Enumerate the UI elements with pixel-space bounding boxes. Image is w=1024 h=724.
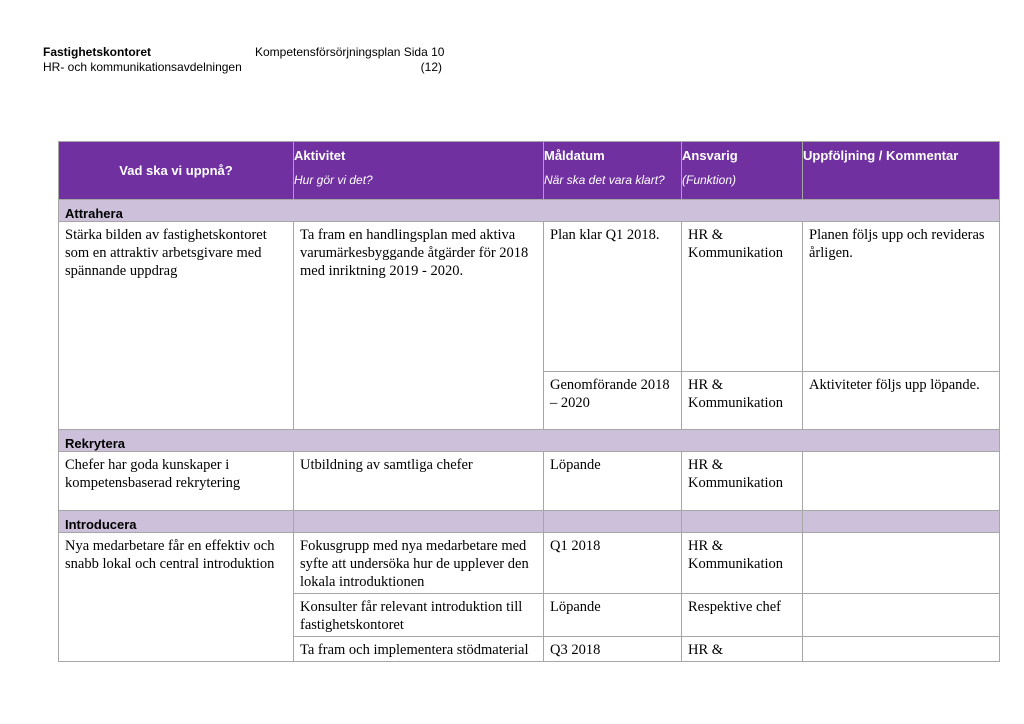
target-date-cell: Q3 2018 [544,637,682,662]
goal-cell: Nya medarbetare får en effektiv och snabb lokal och central introduktion [59,533,294,662]
followup-cell [803,594,1000,637]
competence-plan-table [58,141,1000,662]
followup-cell: Aktiviteter följs upp löpande. [803,372,1000,430]
followup-cell [803,637,1000,662]
target-date-cell: Plan klar Q1 2018. [544,222,682,372]
responsible-cell: HR & Kommunikation [682,222,803,372]
column-header-goal: Vad ska vi uppnå? [59,142,294,200]
target-date-cell: Löpande [544,452,682,511]
responsible-cell: Respektive chef [682,594,803,637]
activity-cell: Ta fram och implementera stödmaterial [294,637,544,662]
responsible-cell: HR & [682,637,803,662]
table-header-row [59,142,1000,200]
activity-cell: Fokusgrupp med nya medarbetare med syfte att undersöka hur de upplever den lokala introduktionen [294,533,544,594]
header-document-title: Kompetensförsörjningsplan Sida 10 [255,45,445,59]
section-empty-cell [803,511,1000,533]
activity-cell: Ta fram en handlingsplan med aktiva varumärkesbyggande åtgärder för 2018 med inriktning 2019 - 2020. [294,222,544,430]
column-header-target-date: Måldatum När ska det vara klart? [544,142,682,200]
goal-cell: Chefer har goda kunskaper i kompetensbaserad rekrytering [59,452,294,511]
header-organization: Fastighetskontoret [43,45,152,59]
table-row [59,533,1000,594]
followup-cell [803,452,1000,511]
section-empty-cell [544,511,682,533]
section-row-rekrytera [59,430,1000,452]
target-date-cell: Genomförande 2018 – 2020 [544,372,682,430]
target-date-cell: Q1 2018 [544,533,682,594]
section-row-introducera [59,511,1000,533]
column-header-responsible: Ansvarig (Funktion) [682,142,803,200]
goal-cell: Stärka bilden av fastighetskontoret som en attraktiv arbetsgivare med spännande uppdrag [59,222,294,430]
responsible-cell: HR & Kommunikation [682,372,803,430]
target-date-cell: Löpande [544,594,682,637]
followup-cell: Planen följs upp och revideras årligen. [803,222,1000,372]
section-empty-cell [682,511,803,533]
column-header-activity: Aktivitet Hur gör vi det? [294,142,544,200]
header-department: HR- och kommunikationsavdelningen [43,60,242,74]
section-title: Attrahera [59,200,1000,222]
section-empty-cell [294,511,544,533]
column-header-followup: Uppföljning / Kommentar [803,142,1000,200]
section-title: Introducera [59,511,294,533]
responsible-cell: HR & Kommunikation [682,533,803,594]
section-row-attrahera [59,200,1000,222]
table-row [59,452,1000,511]
activity-cell: Konsulter får relevant introduktion till fastighetskontoret [294,594,544,637]
section-title: Rekrytera [59,430,1000,452]
table-row [59,222,1000,372]
header-page-total: (12) [420,60,442,74]
activity-cell: Utbildning av samtliga chefer [294,452,544,511]
followup-cell [803,533,1000,594]
responsible-cell: HR & Kommunikation [682,452,803,511]
